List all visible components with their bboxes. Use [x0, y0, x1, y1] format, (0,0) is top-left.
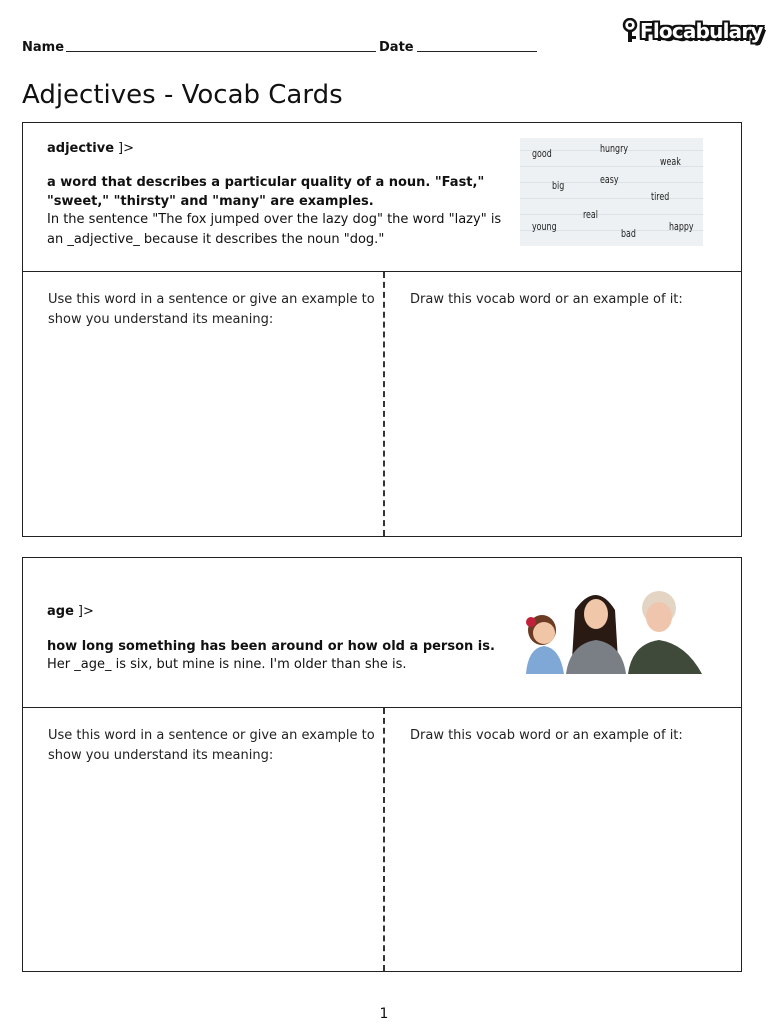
vocab-card-age — [22, 557, 742, 972]
term-example: In the sentence "The fox jumped over the lazy dog" the word "lazy" is an _adjective_ because it describes the noun "dog." — [47, 212, 502, 247]
vocab-card-adjective — [22, 122, 742, 537]
term-example: Her _age_ is six, but mine is nine. I'm older than she is. — [47, 657, 407, 672]
word-big: big — [552, 179, 565, 192]
word-happy: happy — [669, 220, 694, 233]
name-label: Name — [22, 40, 65, 55]
sentence-prompt: Use this word in a sentence or give an example to show you understand its meaning: — [48, 728, 375, 763]
flocabulary-logo — [622, 14, 763, 48]
people-ages-photo — [520, 570, 703, 674]
page-title: Adjectives - Vocab Cards — [22, 80, 343, 110]
word-easy: easy — [600, 173, 619, 186]
adjective-words-image — [520, 138, 703, 246]
term-arrow: ]> — [118, 141, 134, 156]
term-definition: how long something has been around or how old a person is. — [47, 639, 495, 654]
draw-prompt: Draw this vocab word or an example of it: — [410, 728, 683, 743]
term-word: adjective — [47, 141, 115, 156]
word-real: real — [583, 208, 598, 221]
card-definition-section — [23, 558, 741, 708]
term-arrow: ]> — [77, 604, 94, 619]
name-line[interactable] — [66, 51, 376, 52]
page-number: 1 — [379, 1006, 389, 1022]
term-word: age — [47, 604, 74, 619]
date-label: Date — [379, 40, 414, 55]
sentence-prompt: Use this word in a sentence or give an example to show you understand its meaning: — [48, 292, 375, 327]
key-icon — [622, 18, 640, 44]
word-weak: weak — [660, 155, 681, 168]
dashed-divider — [383, 272, 385, 536]
word-good: good — [532, 147, 552, 160]
card-response-section — [23, 708, 741, 971]
word-hungry: hungry — [600, 142, 629, 155]
dashed-divider — [383, 708, 385, 971]
draw-prompt: Draw this vocab word or an example of it: — [410, 292, 683, 307]
word-young: young — [532, 220, 557, 233]
logo-text: Flocabulary — [640, 19, 763, 43]
word-tired: tired — [651, 190, 670, 203]
term-definition: a word that describes a particular quality of a noun. "Fast," "sweet," "thirsty" and "many" are examples. — [47, 175, 485, 209]
card-definition-section — [23, 123, 741, 272]
word-bad: bad — [621, 227, 636, 240]
vocab-term — [47, 141, 134, 156]
card-response-section — [23, 272, 741, 536]
date-line[interactable] — [417, 51, 537, 52]
vocab-term — [47, 604, 94, 619]
